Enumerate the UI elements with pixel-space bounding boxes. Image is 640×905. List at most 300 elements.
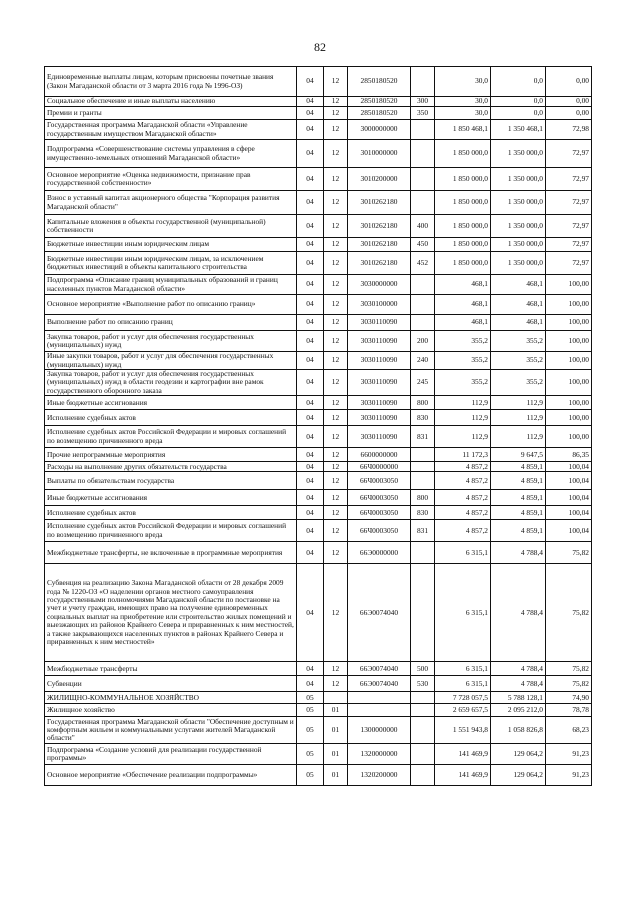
cell-expense-type: 830 (411, 410, 435, 426)
cell-name: Государственная программа Магаданской области "Обеспечение доступным и комфортным жильем и коммунальными услугами жителей Магаданской области" (45, 717, 297, 744)
cell-target-article: 3030110090 (348, 396, 411, 410)
table-row (45, 490, 592, 506)
cell-percent: 100,00 (546, 410, 592, 426)
cell-percent: 91,23 (546, 765, 592, 786)
cell-name: Основное мероприятие «Оценка недвижимости, признание прав государственной собственности» (45, 168, 297, 191)
cell-planned: 4 857,2 (435, 506, 491, 520)
cell-executed: 4 859,1 (491, 520, 546, 542)
cell-subsection: 12 (324, 191, 348, 215)
table-row (45, 462, 592, 472)
cell-subsection: 12 (324, 676, 348, 692)
cell-expense-type (411, 542, 435, 564)
cell-name: Закупка товаров, работ и услуг для обеспечения государственных (муниципальных) нужд в области геодезии и картографии вне рамок государственного оборонного заказа (45, 370, 297, 396)
cell-name: Социальное обеспечение и иные выплаты населению (45, 97, 297, 107)
cell-subsection: 01 (324, 717, 348, 744)
cell-section: 04 (297, 275, 324, 295)
table-row (45, 67, 592, 97)
cell-executed: 129 064,2 (491, 744, 546, 765)
cell-percent: 100,00 (546, 315, 592, 331)
cell-executed: 5 788 128,1 (491, 692, 546, 704)
table-row (45, 352, 592, 370)
cell-executed: 1 350 468,1 (491, 120, 546, 140)
cell-section: 04 (297, 191, 324, 215)
cell-expense-type (411, 744, 435, 765)
cell-percent: 72,97 (546, 252, 592, 275)
table-row (45, 252, 592, 275)
cell-name: Иные бюджетные ассигнования (45, 490, 297, 506)
cell-name: Капитальные вложения в объекты государственной (муниципальной) собственности (45, 215, 297, 238)
cell-subsection: 12 (324, 97, 348, 107)
table-row (45, 191, 592, 215)
cell-subsection (324, 692, 348, 704)
cell-name: Жилищное хозяйство (45, 704, 297, 717)
cell-target-article: 2850180520 (348, 67, 411, 97)
cell-target-article: 66Ч0003050 (348, 520, 411, 542)
cell-subsection: 12 (324, 252, 348, 275)
cell-subsection: 12 (324, 370, 348, 396)
cell-subsection: 12 (324, 426, 348, 448)
cell-expense-type: 831 (411, 426, 435, 448)
table-row (45, 275, 592, 295)
cell-expense-type (411, 717, 435, 744)
cell-target-article: 3030110090 (348, 315, 411, 331)
table-row (45, 410, 592, 426)
cell-target-article: 2850180520 (348, 107, 411, 120)
cell-target-article: 1320000000 (348, 744, 411, 765)
cell-planned: 112,9 (435, 410, 491, 426)
cell-section: 04 (297, 462, 324, 472)
cell-section: 04 (297, 67, 324, 97)
cell-section: 05 (297, 744, 324, 765)
cell-name: Субвенции (45, 676, 297, 692)
cell-name: Выполнение работ по описанию границ (45, 315, 297, 331)
cell-target-article: 66Э0074040 (348, 676, 411, 692)
cell-executed: 1 350 000,0 (491, 168, 546, 191)
cell-executed: 4 788,4 (491, 662, 546, 676)
cell-percent: 0,00 (546, 97, 592, 107)
cell-subsection: 12 (324, 396, 348, 410)
cell-section: 04 (297, 352, 324, 370)
cell-expense-type (411, 564, 435, 662)
cell-section: 04 (297, 676, 324, 692)
cell-expense-type: 800 (411, 396, 435, 410)
cell-executed: 9 647,5 (491, 448, 546, 462)
cell-executed: 2 095 212,0 (491, 704, 546, 717)
cell-section: 04 (297, 97, 324, 107)
cell-planned: 1 850 468,1 (435, 120, 491, 140)
cell-executed: 1 350 000,0 (491, 140, 546, 168)
cell-subsection: 12 (324, 662, 348, 676)
cell-section: 04 (297, 168, 324, 191)
cell-executed: 0,0 (491, 67, 546, 97)
cell-name: Межбюджетные трансферты (45, 662, 297, 676)
cell-section: 04 (297, 252, 324, 275)
cell-name: Исполнение судебных актов Российской Федерации и мировых соглашений по возмещению причиненного вреда (45, 426, 297, 448)
cell-expense-type: 800 (411, 490, 435, 506)
cell-percent: 100,00 (546, 295, 592, 315)
cell-subsection: 12 (324, 107, 348, 120)
cell-percent: 72,97 (546, 168, 592, 191)
cell-expense-type (411, 140, 435, 168)
cell-section: 04 (297, 472, 324, 490)
cell-subsection: 01 (324, 765, 348, 786)
cell-section: 04 (297, 662, 324, 676)
cell-target-article: 66Э0000000 (348, 542, 411, 564)
cell-percent: 100,00 (546, 275, 592, 295)
cell-subsection: 12 (324, 120, 348, 140)
table-row (45, 396, 592, 410)
cell-name: Бюджетные инвестиции иным юридическим лицам (45, 238, 297, 252)
cell-expense-type (411, 448, 435, 462)
cell-planned: 1 850 000,0 (435, 168, 491, 191)
cell-section: 04 (297, 410, 324, 426)
cell-expense-type: 350 (411, 107, 435, 120)
cell-target-article: 3010200000 (348, 168, 411, 191)
cell-planned: 6 315,1 (435, 676, 491, 692)
cell-name: Взнос в уставный капитал акционерного общества "Корпорация развития Магаданской области" (45, 191, 297, 215)
cell-planned: 141 469,9 (435, 744, 491, 765)
cell-percent: 91,23 (546, 744, 592, 765)
table-row (45, 662, 592, 676)
cell-name: Расходы на выполнение других обязательств государства (45, 462, 297, 472)
cell-target-article: 3030100000 (348, 295, 411, 315)
cell-section: 05 (297, 704, 324, 717)
cell-target-article: 2850180520 (348, 97, 411, 107)
table-body (45, 67, 592, 786)
cell-subsection: 12 (324, 564, 348, 662)
table-row (45, 107, 592, 120)
table-row (45, 704, 592, 717)
cell-planned: 1 850 000,0 (435, 252, 491, 275)
cell-subsection: 12 (324, 352, 348, 370)
table-row (45, 238, 592, 252)
cell-name: Государственная программа Магаданской области «Управление государственным имуществом Магаданской области» (45, 120, 297, 140)
cell-planned: 4 857,2 (435, 472, 491, 490)
cell-percent: 0,00 (546, 107, 592, 120)
cell-expense-type (411, 765, 435, 786)
cell-subsection: 12 (324, 520, 348, 542)
cell-target-article: 1300000000 (348, 717, 411, 744)
cell-expense-type: 400 (411, 215, 435, 238)
cell-target-article: 1320200000 (348, 765, 411, 786)
cell-percent: 100,00 (546, 331, 592, 352)
cell-subsection: 12 (324, 542, 348, 564)
table-row (45, 140, 592, 168)
cell-planned: 30,0 (435, 67, 491, 97)
cell-executed: 112,9 (491, 396, 546, 410)
cell-planned: 468,1 (435, 295, 491, 315)
cell-percent: 100,00 (546, 426, 592, 448)
cell-planned: 1 850 000,0 (435, 215, 491, 238)
cell-name: Закупка товаров, работ и услуг для обеспечения государственных (муниципальных) нужд (45, 331, 297, 352)
cell-planned: 7 728 057,5 (435, 692, 491, 704)
cell-subsection: 12 (324, 448, 348, 462)
cell-percent: 75,82 (546, 542, 592, 564)
cell-expense-type: 830 (411, 506, 435, 520)
cell-percent: 68,23 (546, 717, 592, 744)
cell-executed: 0,0 (491, 97, 546, 107)
cell-name: Подпрограмма «Описание границ муниципальных образований и границ населенных пунктов Магаданской области» (45, 275, 297, 295)
cell-subsection: 01 (324, 744, 348, 765)
cell-subsection: 12 (324, 67, 348, 97)
cell-section: 04 (297, 215, 324, 238)
cell-executed: 355,2 (491, 352, 546, 370)
cell-name: Иные закупки товаров, работ и услуг для обеспечения государственных (муниципальных) нужд (45, 352, 297, 370)
cell-executed: 1 058 826,8 (491, 717, 546, 744)
table-row (45, 676, 592, 692)
cell-subsection: 12 (324, 472, 348, 490)
cell-expense-type (411, 67, 435, 97)
cell-planned: 2 659 657,5 (435, 704, 491, 717)
cell-section: 04 (297, 295, 324, 315)
cell-target-article: 66Ч0003050 (348, 490, 411, 506)
cell-executed: 4 788,4 (491, 542, 546, 564)
cell-section: 05 (297, 717, 324, 744)
cell-percent: 75,82 (546, 676, 592, 692)
cell-target-article: 66Э0074040 (348, 662, 411, 676)
cell-planned: 1 850 000,0 (435, 140, 491, 168)
cell-target-article: 66Э0074040 (348, 564, 411, 662)
cell-planned: 1 551 943,8 (435, 717, 491, 744)
cell-executed: 4 788,4 (491, 676, 546, 692)
cell-section: 04 (297, 331, 324, 352)
cell-subsection: 12 (324, 140, 348, 168)
cell-subsection: 12 (324, 410, 348, 426)
cell-name: Исполнение судебных актов (45, 410, 297, 426)
cell-name: Прочие непрограммные мероприятия (45, 448, 297, 462)
table-row (45, 315, 592, 331)
table-row (45, 520, 592, 542)
cell-target-article: 66Ч0000000 (348, 462, 411, 472)
cell-target-article: 3030110090 (348, 410, 411, 426)
table-row (45, 370, 592, 396)
cell-subsection: 12 (324, 215, 348, 238)
cell-section: 04 (297, 490, 324, 506)
cell-target-article (348, 704, 411, 717)
cell-planned: 4 857,2 (435, 462, 491, 472)
cell-target-article: 3030110090 (348, 426, 411, 448)
cell-planned: 355,2 (435, 370, 491, 396)
cell-target-article: 3030110090 (348, 352, 411, 370)
cell-percent: 74,90 (546, 692, 592, 704)
cell-name: Субвенция на реализацию Закона Магаданской области от 28 декабря 2009 года № 1220-ОЗ «О наделении органов местного самоуправления государственными полномочиями Магаданской области по постановке на учет и учету граждан, имеющих право на получение единовременных социальных выплат на приобретение или строительство жилых помещений и выезжающих из районов Крайнего Севера и приравненных к ним местностей, а также закрывающихся населенных пунктов в районах Крайнего Севера и приравненных к ним местностей» (45, 564, 297, 662)
table-row (45, 97, 592, 107)
cell-name: Исполнение судебных актов Российской Федерации и мировых соглашений по возмещению причиненного вреда (45, 520, 297, 542)
cell-subsection: 12 (324, 462, 348, 472)
cell-expense-type (411, 315, 435, 331)
cell-name: Подпрограмма «Создание условий для реализации государственной программы» (45, 744, 297, 765)
cell-section: 05 (297, 692, 324, 704)
cell-subsection: 12 (324, 315, 348, 331)
cell-target-article: 3030110090 (348, 370, 411, 396)
table-row (45, 506, 592, 520)
cell-executed: 112,9 (491, 426, 546, 448)
cell-expense-type: 240 (411, 352, 435, 370)
cell-section: 05 (297, 765, 324, 786)
cell-executed: 468,1 (491, 275, 546, 295)
cell-name: Единовременные выплаты лицам, которым присвоены почетные звания (Закон Магаданской области от 3 марта 2016 года № 1996-ОЗ) (45, 67, 297, 97)
cell-planned: 141 469,9 (435, 765, 491, 786)
cell-percent: 72,97 (546, 140, 592, 168)
cell-planned: 6 315,1 (435, 542, 491, 564)
cell-executed: 129 064,2 (491, 765, 546, 786)
cell-name: Основное мероприятие «Выполнение работ по описанию границ» (45, 295, 297, 315)
cell-planned: 112,9 (435, 396, 491, 410)
cell-percent: 0,00 (546, 67, 592, 97)
cell-percent: 75,82 (546, 564, 592, 662)
cell-target-article: 3010000000 (348, 140, 411, 168)
cell-subsection: 12 (324, 295, 348, 315)
cell-executed: 1 350 000,0 (491, 191, 546, 215)
table-row (45, 215, 592, 238)
cell-expense-type (411, 120, 435, 140)
cell-section: 04 (297, 315, 324, 331)
cell-target-article (348, 692, 411, 704)
cell-executed: 355,2 (491, 370, 546, 396)
cell-target-article: 3010262180 (348, 252, 411, 275)
cell-percent: 72,97 (546, 191, 592, 215)
cell-percent: 72,98 (546, 120, 592, 140)
cell-planned: 1 850 000,0 (435, 238, 491, 252)
cell-expense-type: 200 (411, 331, 435, 352)
cell-planned: 355,2 (435, 352, 491, 370)
cell-planned: 112,9 (435, 426, 491, 448)
cell-subsection: 12 (324, 490, 348, 506)
cell-percent: 100,04 (546, 506, 592, 520)
table-row (45, 765, 592, 786)
table-row (45, 717, 592, 744)
cell-name: Подпрограмма «Совершенствование системы управления в сфере имущественно-земельных отношений Магаданской области» (45, 140, 297, 168)
cell-name: Иные бюджетные ассигнования (45, 396, 297, 410)
cell-target-article: 3030110090 (348, 331, 411, 352)
cell-name: Межбюджетные трансферты, не включенные в программные мероприятия (45, 542, 297, 564)
table-row (45, 426, 592, 448)
cell-expense-type (411, 295, 435, 315)
cell-subsection: 12 (324, 275, 348, 295)
cell-executed: 112,9 (491, 410, 546, 426)
cell-planned: 11 172,3 (435, 448, 491, 462)
cell-planned: 468,1 (435, 275, 491, 295)
cell-executed: 4 788,4 (491, 564, 546, 662)
cell-percent: 100,04 (546, 490, 592, 506)
cell-expense-type (411, 692, 435, 704)
cell-expense-type: 530 (411, 676, 435, 692)
cell-percent: 100,00 (546, 352, 592, 370)
cell-subsection: 12 (324, 238, 348, 252)
cell-expense-type: 300 (411, 97, 435, 107)
cell-planned: 4 857,2 (435, 490, 491, 506)
table-row (45, 542, 592, 564)
cell-name: Премии и гранты (45, 107, 297, 120)
cell-percent: 86,35 (546, 448, 592, 462)
cell-percent: 75,82 (546, 662, 592, 676)
cell-percent: 100,00 (546, 396, 592, 410)
cell-name: Исполнение судебных актов (45, 506, 297, 520)
table-row (45, 120, 592, 140)
cell-section: 04 (297, 564, 324, 662)
cell-section: 04 (297, 238, 324, 252)
cell-planned: 1 850 000,0 (435, 191, 491, 215)
cell-executed: 355,2 (491, 331, 546, 352)
cell-percent: 72,97 (546, 215, 592, 238)
cell-expense-type (411, 462, 435, 472)
cell-subsection: 12 (324, 168, 348, 191)
cell-name: Выплаты по обязательствам государства (45, 472, 297, 490)
cell-subsection: 12 (324, 506, 348, 520)
cell-expense-type (411, 472, 435, 490)
cell-executed: 468,1 (491, 315, 546, 331)
cell-percent: 72,97 (546, 238, 592, 252)
cell-percent: 100,04 (546, 472, 592, 490)
table-row (45, 448, 592, 462)
cell-target-article: 3000000000 (348, 120, 411, 140)
cell-subsection: 12 (324, 331, 348, 352)
cell-target-article: 3010262180 (348, 215, 411, 238)
cell-planned: 4 857,2 (435, 520, 491, 542)
cell-executed: 1 350 000,0 (491, 215, 546, 238)
cell-section: 04 (297, 396, 324, 410)
table-row (45, 168, 592, 191)
cell-name: Основное мероприятие «Обеспечение реализации подпрограммы» (45, 765, 297, 786)
cell-expense-type (411, 191, 435, 215)
cell-executed: 468,1 (491, 295, 546, 315)
cell-planned: 355,2 (435, 331, 491, 352)
cell-target-article: 66Ч0003050 (348, 472, 411, 490)
cell-section: 04 (297, 506, 324, 520)
cell-section: 04 (297, 542, 324, 564)
cell-planned: 468,1 (435, 315, 491, 331)
budget-table (44, 66, 592, 786)
cell-executed: 4 859,1 (491, 490, 546, 506)
cell-expense-type: 500 (411, 662, 435, 676)
table-row (45, 295, 592, 315)
table-row (45, 564, 592, 662)
cell-subsection: 01 (324, 704, 348, 717)
cell-section: 04 (297, 370, 324, 396)
cell-target-article: 6600000000 (348, 448, 411, 462)
cell-section: 04 (297, 120, 324, 140)
cell-name: Бюджетные инвестиции иным юридическим лицам, за исключением бюджетных инвестиций в объекты капитального строительства (45, 252, 297, 275)
cell-percent: 100,04 (546, 462, 592, 472)
cell-expense-type (411, 275, 435, 295)
cell-percent: 78,78 (546, 704, 592, 717)
cell-planned: 6 315,1 (435, 662, 491, 676)
table-row (45, 331, 592, 352)
cell-planned: 30,0 (435, 107, 491, 120)
cell-executed: 4 859,1 (491, 472, 546, 490)
cell-executed: 4 859,1 (491, 506, 546, 520)
cell-name: ЖИЛИЩНО-КОММУНАЛЬНОЕ ХОЗЯЙСТВО (45, 692, 297, 704)
cell-target-article: 3010262180 (348, 191, 411, 215)
cell-section: 04 (297, 448, 324, 462)
cell-expense-type (411, 704, 435, 717)
cell-expense-type: 245 (411, 370, 435, 396)
cell-percent: 100,04 (546, 520, 592, 542)
cell-executed: 4 859,1 (491, 462, 546, 472)
cell-executed: 1 350 000,0 (491, 238, 546, 252)
cell-expense-type: 831 (411, 520, 435, 542)
cell-percent: 100,00 (546, 370, 592, 396)
page-number: 82 (314, 40, 326, 54)
table-row (45, 472, 592, 490)
cell-planned: 30,0 (435, 97, 491, 107)
cell-planned: 6 315,1 (435, 564, 491, 662)
cell-target-article: 3030000000 (348, 275, 411, 295)
cell-expense-type: 450 (411, 238, 435, 252)
cell-target-article: 3010262180 (348, 238, 411, 252)
cell-executed: 1 350 000,0 (491, 252, 546, 275)
cell-executed: 0,0 (491, 107, 546, 120)
